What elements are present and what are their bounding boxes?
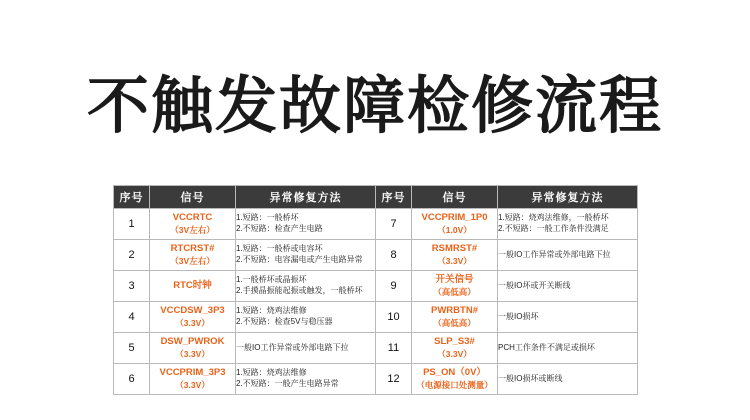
signal-voltage: （3.3V） xyxy=(437,255,472,266)
fix-line: 一般IO坏或开关断线 xyxy=(498,280,571,290)
cell-fix xyxy=(498,364,638,395)
fix-line: 1.短路：一般桥坏 xyxy=(236,213,299,223)
signal-name: RSMRST# xyxy=(431,242,478,254)
signal-voltage: （3V左右） xyxy=(170,255,215,266)
table-header xyxy=(114,186,638,209)
header-row xyxy=(114,186,638,209)
signal-voltage: （3.3V） xyxy=(175,379,210,390)
fix-line: PCH工作条件不满足或损坏 xyxy=(498,342,595,352)
table-row xyxy=(114,271,638,302)
fix-line: 1.短路：烧鸡法维修 xyxy=(236,368,307,378)
cell-fix xyxy=(498,240,638,271)
header-cell-signal-left: 信号 xyxy=(150,186,236,209)
cell-fix xyxy=(236,240,376,271)
cell-signal xyxy=(150,271,236,302)
cell-signal xyxy=(150,364,236,395)
signal-name: VCCPRIM_3P3 xyxy=(159,366,226,378)
cell-no: 11 xyxy=(376,333,412,364)
cell-no: 3 xyxy=(114,271,150,302)
signal-name: RTCRST# xyxy=(170,242,215,254)
signal-voltage: （3.3V） xyxy=(175,317,210,328)
cell-fix xyxy=(498,209,638,240)
table-row xyxy=(114,333,638,364)
fix-line: 1.短路：烧鸡法维修，一般桥坏 xyxy=(498,213,609,223)
signal-name: PS_ON（0V） xyxy=(423,366,486,378)
cell-signal xyxy=(150,302,236,333)
cell-no: 9 xyxy=(376,271,412,302)
signal-name: VCCDSW_3P3 xyxy=(160,304,225,316)
signal-name: SLP_S3# xyxy=(434,335,475,347)
header-cell-no-left: 序号 xyxy=(114,186,150,209)
cell-no: 6 xyxy=(114,364,150,395)
cell-no: 2 xyxy=(114,240,150,271)
table-row xyxy=(114,240,638,271)
cell-no: 7 xyxy=(376,209,412,240)
fix-line: 一般IO损坏或断线 xyxy=(498,373,563,383)
fault-table-container xyxy=(113,185,637,395)
table-row xyxy=(114,302,638,333)
signal-voltage: （3.3V） xyxy=(437,348,472,359)
cell-signal xyxy=(412,271,498,302)
signal-name: 开关信号 xyxy=(435,273,474,285)
fix-line: 一般IO工作异常或外部电路下拉 xyxy=(498,249,611,259)
signal-name: VCCRTC xyxy=(172,211,213,223)
cell-signal xyxy=(412,333,498,364)
header-cell-signal-right: 信号 xyxy=(412,186,498,209)
fix-line: 2.不短路：一般工作条件没满足 xyxy=(498,224,609,233)
cell-fix xyxy=(498,271,638,302)
signal-name: DSW_PWROK xyxy=(160,335,225,347)
page-title: 不触发故障检修流程 xyxy=(86,69,663,142)
fix-line: 1.短路：烧鸡法维修 xyxy=(236,306,307,316)
cell-no: 5 xyxy=(114,333,150,364)
cell-fix xyxy=(236,302,376,333)
signal-voltage: （高低高） xyxy=(433,317,476,328)
cell-fix xyxy=(236,333,376,364)
fix-line: 1.一般桥坏或晶振坏 xyxy=(236,275,307,285)
signal-voltage: （3V左右） xyxy=(170,224,215,235)
cell-signal xyxy=(150,209,236,240)
cell-fix xyxy=(236,209,376,240)
cell-no: 12 xyxy=(376,364,412,395)
cell-no: 1 xyxy=(114,209,150,240)
cell-signal xyxy=(412,209,498,240)
cell-fix xyxy=(498,333,638,364)
table-row xyxy=(114,209,638,240)
cell-no: 10 xyxy=(376,302,412,333)
cell-signal xyxy=(150,240,236,271)
cell-fix xyxy=(236,364,376,395)
header-cell-no-right: 序号 xyxy=(376,186,412,209)
signal-voltage: （高低高） xyxy=(433,286,476,297)
fix-line: 1.短路：一般桥或电容坏 xyxy=(236,244,323,254)
signal-voltage: （电源接口处测量） xyxy=(416,379,493,390)
cell-fix xyxy=(498,302,638,333)
cell-signal xyxy=(412,364,498,395)
table-body xyxy=(114,209,638,395)
signal-name: PWRBTN# xyxy=(431,304,478,316)
fix-line: 2.不短路：检查产生电路 xyxy=(236,224,323,233)
signal-name: RTC时钟 xyxy=(173,279,212,291)
cell-signal xyxy=(412,302,498,333)
fix-line: 2.不短路：电容漏电或产生电路异常 xyxy=(236,255,363,264)
signal-voltage: （3.3V） xyxy=(175,348,210,359)
fix-line: 一般IO损坏 xyxy=(498,311,539,321)
signal-voltage: （1.0V） xyxy=(437,224,472,235)
cell-signal xyxy=(150,333,236,364)
fix-line: 2.不短路：检查5V与稳压器 xyxy=(236,317,333,326)
fix-line: 2.不短路：一般产生电路异常 xyxy=(236,379,339,388)
header-cell-fix-right: 异常修复方法 xyxy=(498,186,638,209)
table-row xyxy=(114,364,638,395)
cell-signal xyxy=(412,240,498,271)
header-cell-fix-left: 异常修复方法 xyxy=(236,186,376,209)
cell-no: 8 xyxy=(376,240,412,271)
signal-name: VCCPRIM_1P0 xyxy=(421,211,488,223)
fix-line: 一般IO工作异常或外部电路下拉 xyxy=(236,342,349,352)
cell-fix xyxy=(236,271,376,302)
fault-table xyxy=(113,185,638,395)
cell-no: 4 xyxy=(114,302,150,333)
fix-line: 2.手摸晶振能起振或触发，一般桥坏 xyxy=(236,286,363,295)
